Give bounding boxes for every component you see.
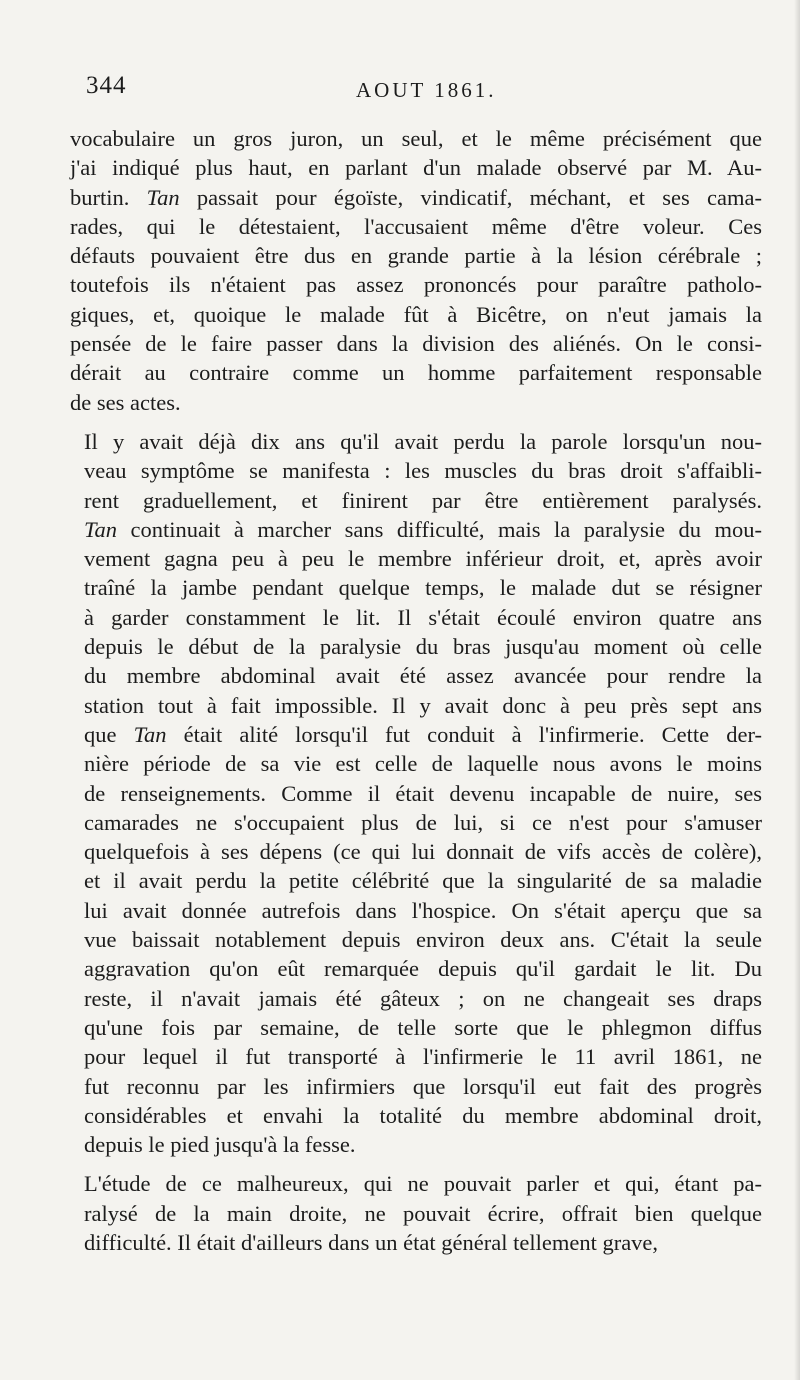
text-line: Il y avait déjà dix ans qu'il avait perdu la parole lorsqu'un nou- xyxy=(84,428,762,454)
text-line: camarades ne s'occupaient plus de lui, si ce n'est pour s'amuser xyxy=(84,809,762,835)
paragraph xyxy=(70,124,762,417)
text-line: nière période de sa vie est celle de laquelle nous avons le moins xyxy=(84,751,762,777)
paragraph xyxy=(70,427,762,1159)
body-text xyxy=(70,124,762,1257)
page-number: 344 xyxy=(86,72,127,99)
text-line: lui avait donnée autrefois dans l'hospice. On s'était aperçu que sa xyxy=(84,897,762,923)
text-line: pensée de le faire passer dans la division des aliénés. On le consi- xyxy=(70,331,762,357)
text-line: pour lequel il fut transporté à l'infirmerie le 11 avril 1861, ne xyxy=(84,1044,762,1070)
text-line: j'ai indiqué plus haut, en parlant d'un malade observé par M. Au- xyxy=(70,155,762,181)
text-line: de renseignements. Comme il était devenu incapable de nuire, ses xyxy=(84,780,762,806)
text-line: dérait au contraire comme un homme parfaitement responsable xyxy=(70,360,762,386)
text-line: depuis le début de la paralysie du bras jusqu'au moment où celle xyxy=(84,634,762,660)
text-line: vement gagna peu à peu le membre inférieur droit, et, après avoir xyxy=(84,546,762,572)
running-title: AOUT 1861. xyxy=(356,78,497,102)
text-line: ralysé de la main droite, ne pouvait écrire, offrait bien quelque xyxy=(84,1200,762,1226)
text-line: et il avait perdu la petite célébrité que la singularité de sa maladie xyxy=(84,868,762,894)
text-line: aggravation qu'on eût remarquée depuis qu'il gardait le lit. Du xyxy=(84,956,762,982)
text-line: vocabulaire un gros juron, un seul, et le même précisément que xyxy=(70,126,762,151)
text-line: toutefois ils n'étaient pas assez prononcés pour paraître patholo- xyxy=(70,272,762,298)
text-line: station tout à fait impossible. Il y avait donc à peu près sept ans xyxy=(84,692,762,718)
text-line: qu'une fois par semaine, de telle sorte que le phlegmon diffus xyxy=(84,1014,762,1040)
text-line: difficulté. Il était d'ailleurs dans un état général tellement grave, xyxy=(84,1229,659,1255)
text-line: L'étude de ce malheureux, qui ne pouvait parler et qui, étant pa- xyxy=(84,1171,762,1197)
running-head xyxy=(70,64,762,114)
text-line: vue baissait notablement depuis environ deux ans. C'était la seule xyxy=(84,927,762,953)
text-line: du membre abdominal avait été assez avancée pour rendre la xyxy=(84,663,762,689)
text-line: burtin. Tan passait pour égoïste, vindicatif, méchant, et ses cama- xyxy=(70,184,763,210)
paragraph xyxy=(70,1169,762,1257)
text-line: à garder constamment le lit. Il s'était écoulé environ quatre ans xyxy=(84,604,762,630)
text-line: fut reconnu par les infirmiers que lorsqu'il eut fait des progrès xyxy=(84,1073,762,1099)
text-line: reste, il n'avait jamais été gâteux ; on ne changeait ses draps xyxy=(84,985,762,1011)
text-line: de ses actes. xyxy=(70,389,181,415)
text-line: veau symptôme se manifesta : les muscles du bras droit s'affaibli- xyxy=(84,458,762,484)
text-line: défauts pouvaient être dus en grande partie à la lésion cérébrale ; xyxy=(70,243,762,269)
text-line: traîné la jambe pendant quelque temps, le malade dut se résigner xyxy=(84,575,762,601)
text-line: quelquefois à ses dépens (ce qui lui donnait de vifs accès de colère), xyxy=(84,839,762,865)
text-line: giques, et, quoique le malade fût à Bicêtre, on n'eut jamais la xyxy=(70,301,762,327)
text-line: rent graduellement, et finirent par être entièrement paralysés. xyxy=(84,487,762,513)
text-line: considérables et envahi la totalité du membre abdominal droit, xyxy=(84,1102,762,1128)
text-line: que Tan était alité lorsqu'il fut conduit à l'infirmerie. Cette der- xyxy=(84,721,762,747)
text-line: Tan continuait à marcher sans difficulté, mais la paralysie du mou- xyxy=(84,516,762,542)
text-line: rades, qui le détestaient, l'accusaient même d'être voleur. Ces xyxy=(70,213,762,239)
text-line: depuis le pied jusqu'à la fesse. xyxy=(84,1132,356,1158)
